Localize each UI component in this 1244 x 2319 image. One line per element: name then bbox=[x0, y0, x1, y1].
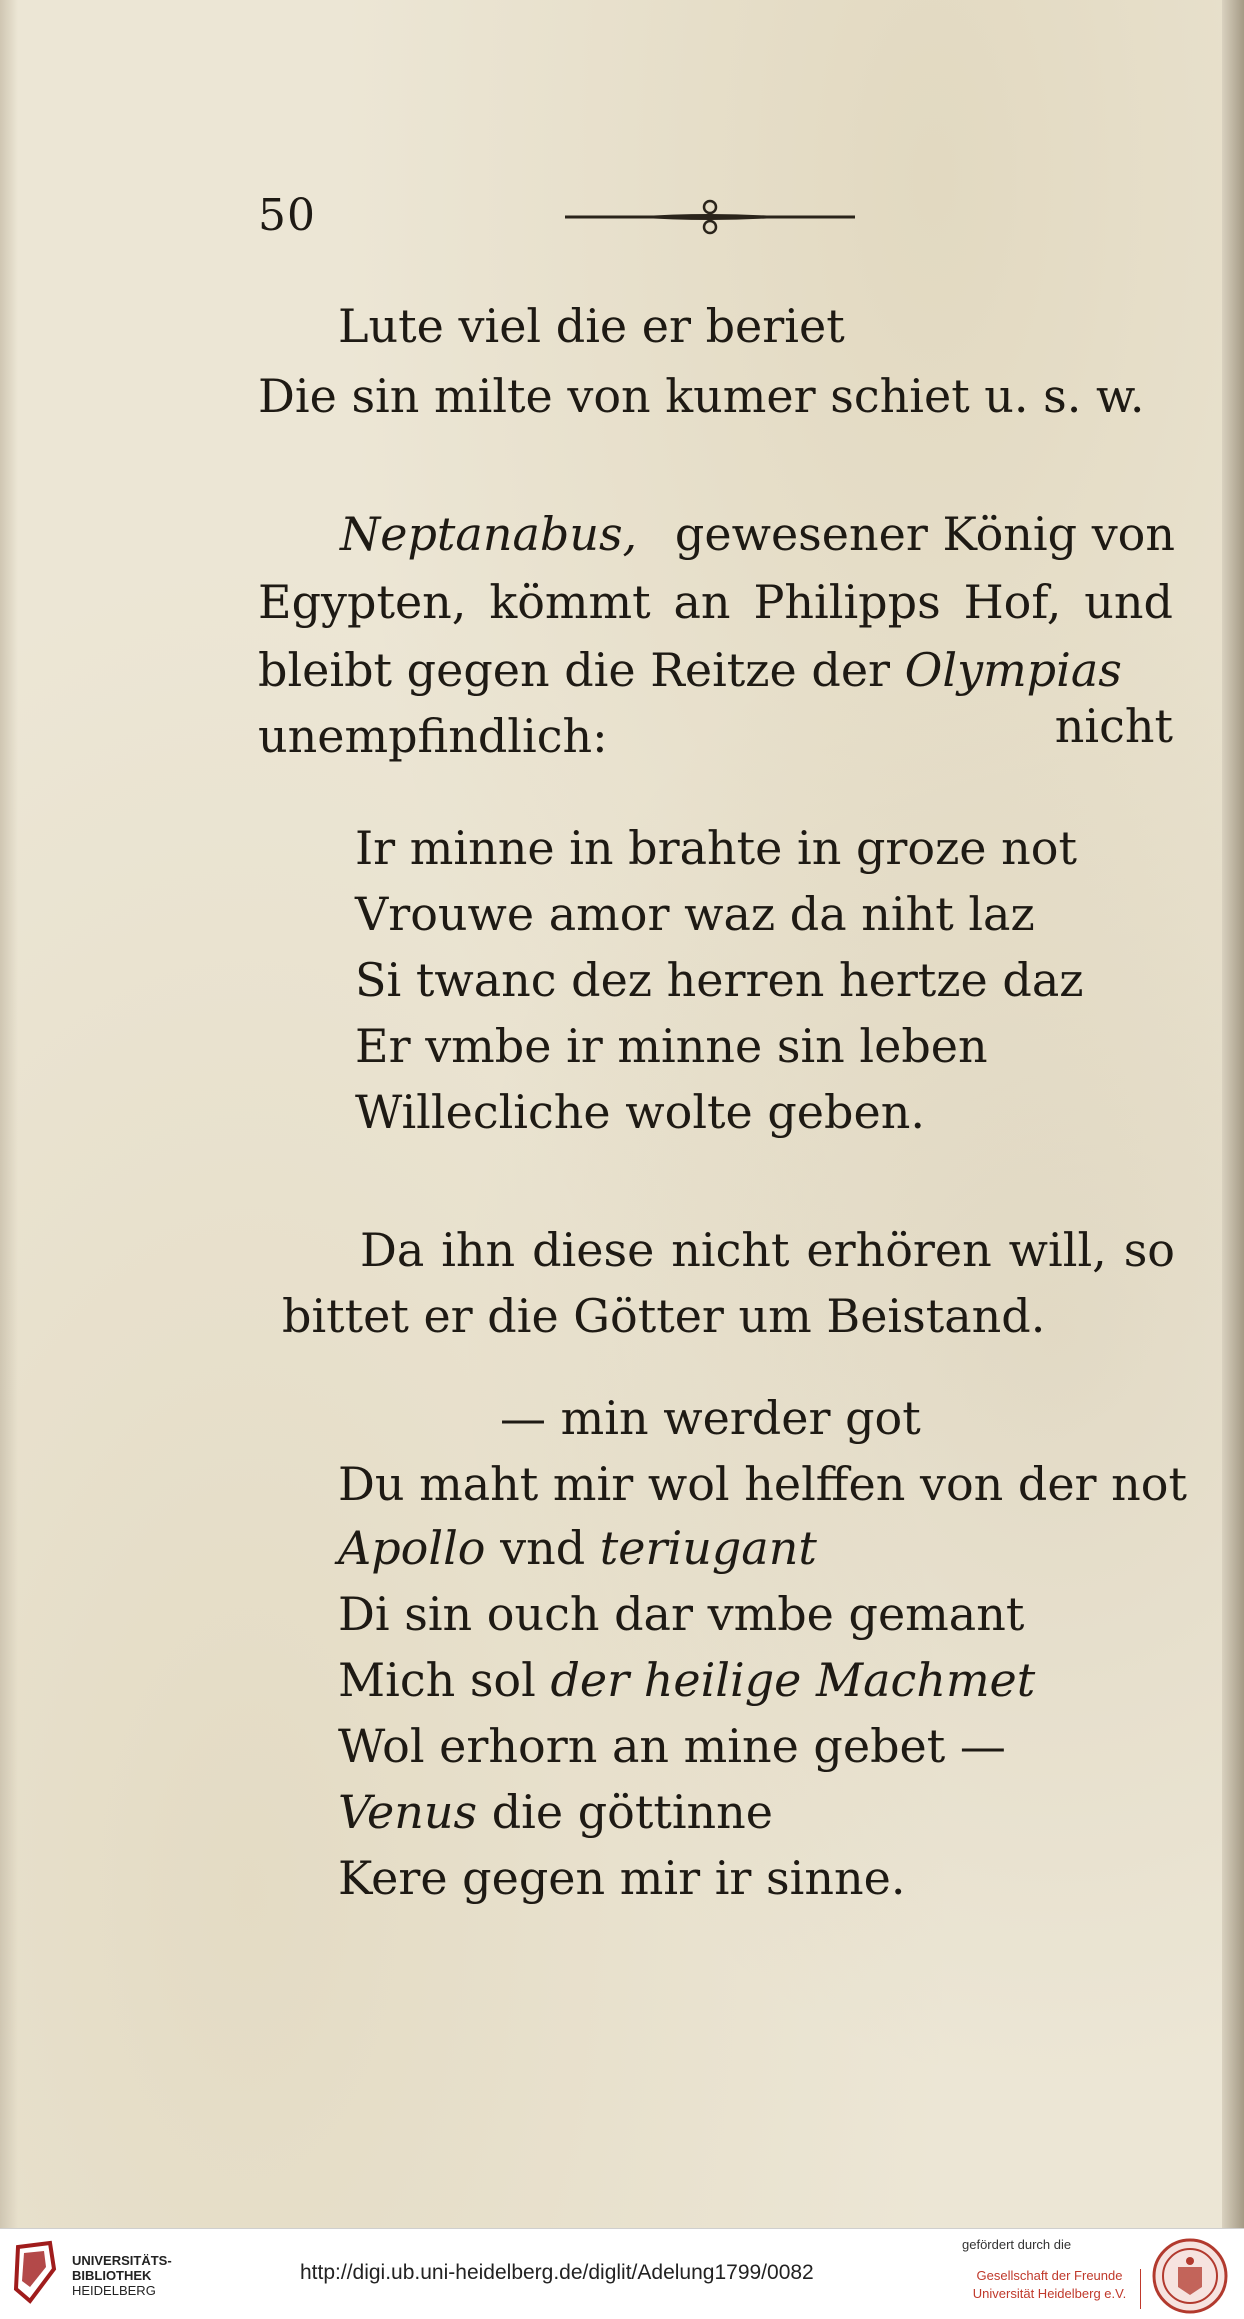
verse-line-2: Die sin milte von kumer schiet u. s. w. bbox=[258, 369, 1145, 423]
verse-line-3: Ir minne in brahte in groze not bbox=[355, 821, 1077, 875]
prose-line-3-end: nicht bbox=[1054, 699, 1173, 753]
library-line-1: UNIVERSITÄTS- bbox=[72, 2253, 172, 2268]
prose-line-1-text: gewesener König von bbox=[674, 507, 1175, 561]
footer-bar bbox=[0, 2228, 1244, 2319]
verse-line-5: Si twanc dez herren hertze daz bbox=[355, 953, 1084, 1007]
ornament-icon bbox=[560, 195, 860, 239]
verse-line-15: Kere gegen mir ir sinne. bbox=[338, 1851, 906, 1905]
verse-line-6: Er vmbe ir minne sin leben bbox=[355, 1019, 988, 1073]
verse-line-12-text: Mich sol bbox=[338, 1653, 536, 1707]
page-number: 50 bbox=[258, 190, 316, 241]
university-library-logo-icon[interactable] bbox=[10, 2239, 66, 2309]
verse-line-14-text: die göttinne bbox=[491, 1785, 774, 1839]
sponsor-line-2: Universität Heidelberg e.V. bbox=[972, 2286, 1127, 2301]
sponsor-divider bbox=[1140, 2269, 1141, 2309]
verse-line-13: Wol erhorn an mine gebet — bbox=[338, 1719, 1006, 1773]
prose-line-5: Da ihn diese nicht erhören will, so bbox=[360, 1223, 1175, 1277]
verse-line-11: Di sin ouch dar vmbe gemant bbox=[338, 1587, 1025, 1641]
verse-line-1: Lute viel die er beriet bbox=[338, 299, 845, 353]
sponsor-name[interactable] bbox=[962, 2267, 1137, 2303]
university-library-name[interactable] bbox=[72, 2253, 172, 2298]
sponsor-line-1: Gesellschaft der Freunde bbox=[976, 2268, 1123, 2283]
verse-line-8: — min werder got bbox=[500, 1391, 921, 1445]
name-apollo: Apollo bbox=[338, 1521, 486, 1575]
sponsor-note: gefördert durch die bbox=[962, 2237, 1072, 2252]
page-right-edge bbox=[1222, 0, 1244, 2228]
prose-line-1 bbox=[340, 506, 1175, 562]
name-teriugant: teriugant bbox=[599, 1521, 817, 1575]
prose-line-6: bittet er die Götter um Beistand. bbox=[282, 1289, 1046, 1343]
verse-line-4: Vrouwe amor waz da niht laz bbox=[355, 887, 1035, 941]
permalink-url[interactable]: http://digi.ub.uni-heidelberg.de/diglit/Adelung1799/0082 bbox=[300, 2261, 814, 2284]
name-neptanabus: Neptanabus, bbox=[340, 507, 638, 561]
prose-line-2: Egypten, kömmt an Philipps Hof, und bbox=[258, 575, 1173, 629]
verse-line-14 bbox=[338, 1784, 773, 1840]
verse-line-10 bbox=[338, 1520, 817, 1576]
university-seal-icon[interactable] bbox=[1150, 2237, 1230, 2315]
library-line-3: HEIDELBERG bbox=[72, 2283, 156, 2298]
verse-line-9: Du maht mir wol helffen von der not bbox=[338, 1457, 1187, 1511]
name-olympias: Olympias bbox=[904, 643, 1122, 697]
verse-line-7: Willecliche wolte geben. bbox=[355, 1085, 925, 1139]
verse-line-12 bbox=[338, 1652, 1035, 1708]
library-line-2: BIBLIOTHEK bbox=[72, 2268, 152, 2283]
name-machmet: der heilige Machmet bbox=[550, 1653, 1036, 1707]
prose-line-3-text: bleibt gegen die Reitze der bbox=[258, 643, 891, 697]
prose-line-4: unempfindlich: bbox=[258, 709, 608, 763]
verse-line-10-text: vnd bbox=[500, 1521, 586, 1575]
page-left-edge bbox=[0, 0, 18, 2228]
name-venus: Venus bbox=[338, 1785, 478, 1839]
